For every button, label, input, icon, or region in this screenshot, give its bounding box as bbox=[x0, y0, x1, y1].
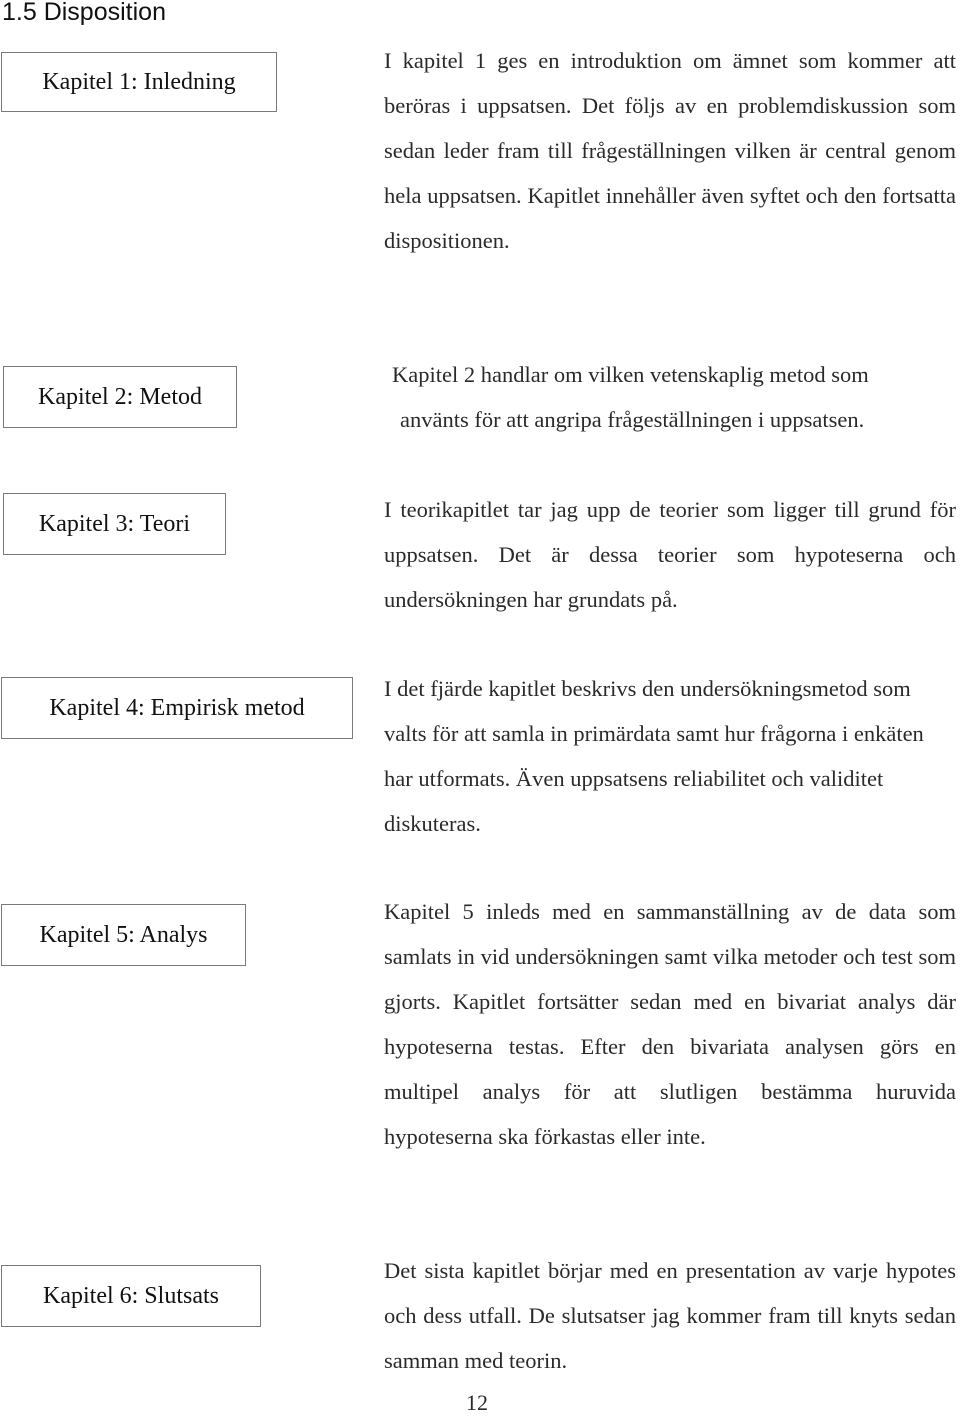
chapter-2-box bbox=[3, 366, 237, 428]
chapter-1-label: Kapitel 1: Inledning bbox=[42, 68, 236, 95]
chapter-6-description: Det sista kapitlet börjar med en presentation av varje hypotes och dess utfall. De slutsatser jag kommer fram till knyts sedan samman med teorin. bbox=[384, 1258, 956, 1373]
chapter-1-description: I kapitel 1 ges en introduktion om ämnet som kommer att beröras i uppsatsen. Det följs av en problemdiskussion som sedan leder fram till frågeställningen vilken är central genom hela uppsatsen. Kapitlet innehåller även syftet och den fortsatta dispositionen. bbox=[384, 48, 956, 253]
chapter-2-description bbox=[392, 352, 956, 442]
chapter-1-box bbox=[1, 52, 277, 112]
chapter-3-box bbox=[3, 493, 226, 555]
chapter-5-label: Kapitel 5: Analys bbox=[39, 921, 208, 948]
chapter-5-description: Kapitel 5 inleds med en sammanställning av de data som samlats in vid undersökningen samt vilka metoder och test som gjorts. Kapitlet fortsätter sedan med en bivariat analys där hypoteserna testas. Efter den bivariata analysen görs en multipel analys för att slutligen bestämma huruvida hypoteserna ska förkastas eller inte. bbox=[384, 899, 956, 1149]
chapter-3-description: I teorikapitlet tar jag upp de teorier som ligger till grund för uppsatsen. Det är dessa teorier som hypoteserna och undersökningen har grundats på. bbox=[384, 497, 956, 612]
chapter-2-line-1: Kapitel 2 handlar om vilken vetenskaplig metod som bbox=[392, 362, 869, 387]
chapter-2-line-2: använts för att angripa frågeställningen i uppsatsen. bbox=[400, 407, 865, 432]
chapter-4-box bbox=[1, 677, 353, 739]
chapter-2-label: Kapitel 2: Metod bbox=[38, 383, 202, 410]
chapter-6-label: Kapitel 6: Slutsats bbox=[43, 1282, 219, 1309]
chapter-4-label: Kapitel 4: Empirisk metod bbox=[49, 694, 305, 721]
page-number: 12 bbox=[466, 1390, 488, 1415]
chapter-6-box bbox=[1, 1265, 261, 1327]
chapter-4-description: I det fjärde kapitlet beskrivs den undersökningsmetod som valts för att samla in primärdata samt hur frågorna i enkäten har utformats. Även uppsatsens reliabilitet och validitet diskuteras. bbox=[384, 676, 924, 836]
chapter-3-label: Kapitel 3: Teori bbox=[38, 510, 191, 537]
chapter-5-box bbox=[1, 904, 246, 966]
section-heading: 1.5 Disposition bbox=[2, 0, 166, 26]
